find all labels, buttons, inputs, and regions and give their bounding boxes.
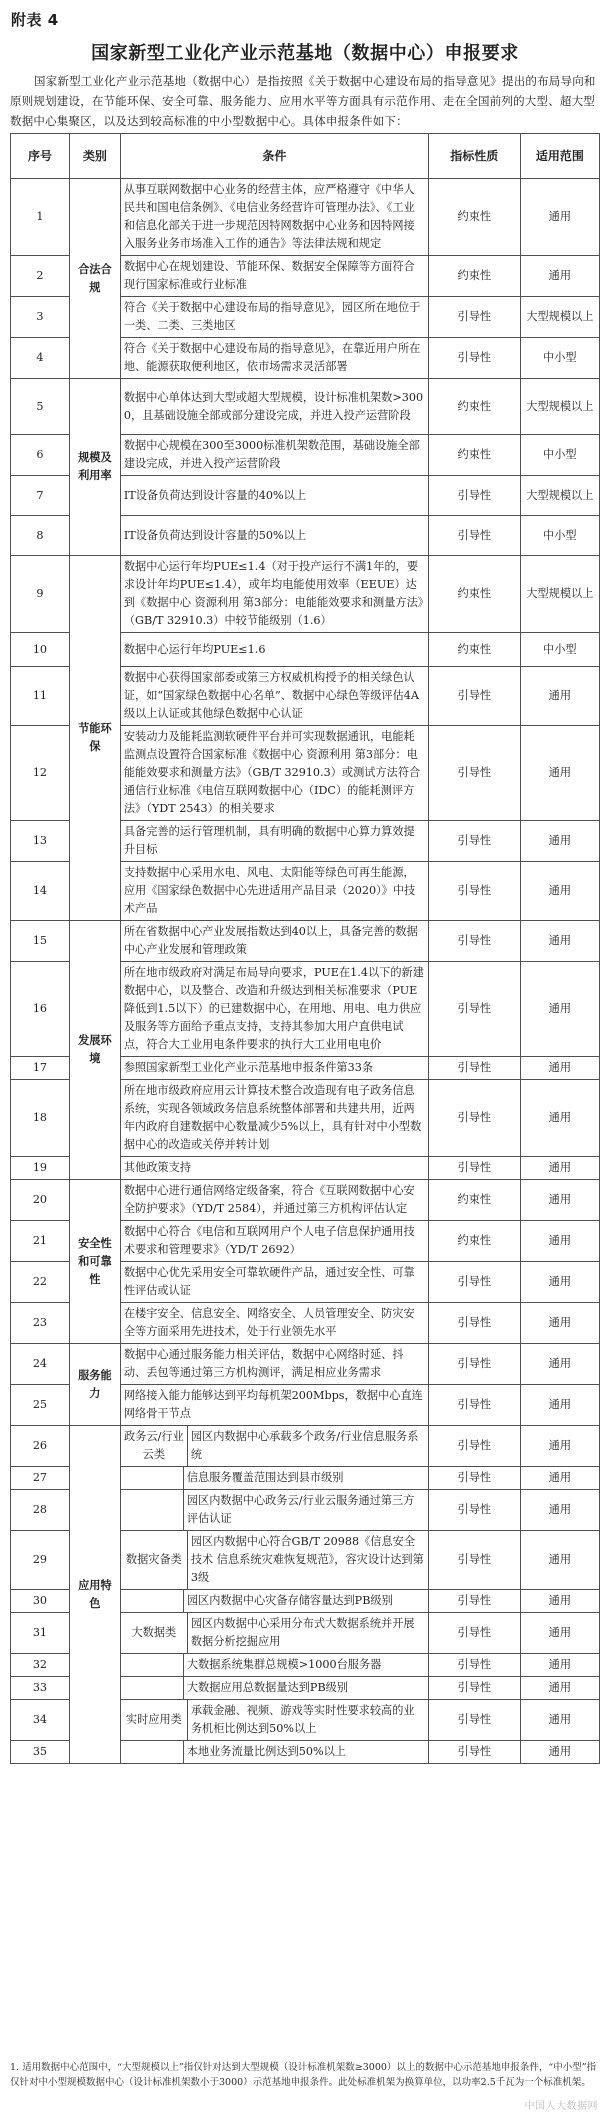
- condition-cell: 数据中心优先采用安全可靠软硬件产品，通过安全性、可靠性评估或认证: [120, 1262, 428, 1303]
- row-number: 25: [11, 1385, 70, 1426]
- nature-cell: 引导性: [428, 1467, 520, 1490]
- condition-cell: 网络接入能力能够达到平均每机架200Mbps，数据中心直连网络骨干节点: [120, 1385, 428, 1426]
- row-number: 5: [11, 379, 70, 435]
- row-number: 9: [11, 556, 70, 633]
- category-cell: 服务能力: [69, 1344, 120, 1426]
- scope-cell: 大型规模以上: [520, 556, 599, 633]
- scope-cell: 通用: [520, 1180, 599, 1221]
- row-number: 22: [11, 1262, 70, 1303]
- condition-cell: 从事互联网数据中心业务的经营主体，应严格遵守《中华人民共和国电信条例》、《电信业务经营许可管理办法》、《工业和信息化部关于进一步规范因特网数据中心业务和因特网接入服务业务市场准入工作的通告》等法律法规和规定: [120, 179, 428, 256]
- nature-cell: 引导性: [428, 1344, 520, 1385]
- nature-cell: 引导性: [428, 1700, 520, 1741]
- nature-cell: 引导性: [428, 1157, 520, 1180]
- scope-cell: 通用: [520, 1426, 599, 1467]
- row-number: 10: [11, 633, 70, 667]
- row-number: 28: [11, 1490, 70, 1531]
- nature-cell: 引导性: [428, 1080, 520, 1157]
- condition-text: 承载金融、视频、游戏等实时性要求较高的业务机柜比例达到50%以上: [190, 1704, 415, 1735]
- scope-cell: 通用: [520, 1157, 599, 1180]
- row-number: 11: [11, 667, 70, 726]
- category-cell: 合法合规: [69, 179, 120, 379]
- nature-cell: 约束性: [428, 556, 520, 633]
- condition-text: 信息服务覆盖范围达到县市级别: [186, 1471, 344, 1484]
- table-row: [11, 556, 600, 633]
- appendix-label: 附表 4: [11, 11, 59, 29]
- scope-cell: 通用: [520, 726, 599, 821]
- condition-cell: [120, 1613, 428, 1654]
- condition-text: 本地业务流量比例达到50%以上: [186, 1745, 346, 1758]
- condition-cell: [120, 1741, 428, 1764]
- condition-cell: 具备完善的运行管理机制，具有明确的数据中心算力算效提升目标: [120, 821, 428, 862]
- scope-cell: 中小型: [520, 633, 599, 667]
- row-number: 34: [11, 1700, 70, 1741]
- footnote: 1. 适用数据中心范围中，“大型规模以上”指仅针对达到大型规模（设计标准机架数≥3000）以上的数据中心示范基地申报条件，“中小型”指仅针对中小型规模数据中心（设计标准机架数小于3000）示范基地申报条件。此处标准机架为换算单位，以功率2.5千瓦为一个标准机架。: [10, 2062, 597, 2088]
- subcategory-spacer: [121, 1590, 184, 1612]
- condition-cell: 数据中心运行年均PUE≤1.4（对于投产运行不满1年的，要求设计年均PUE≤1.4），或年均电能使用效率（EEUE）达到《数据中心 资源利用 第3部分：电能能效要求和测量方法》（GB/T 32910.3）中较节能级别（1.6）: [120, 556, 428, 633]
- nature-cell: 引导性: [428, 516, 520, 556]
- condition-cell: [120, 1677, 428, 1700]
- condition-text: 大数据应用总数据量达到PB级别: [186, 1681, 349, 1694]
- row-number: 12: [11, 726, 70, 821]
- subcategory-cell: 大数据类: [121, 1613, 188, 1653]
- condition-cell: 所在地市级政府应用云计算技术整合改造现有电子政务信息系统，实现各领域政务信息系统整体部署和共建共用，近两年内政府自建数据中心数量减少5%以上，具有针对中小型数据中心的改造或关停并转计划: [120, 1080, 428, 1157]
- nature-cell: 引导性: [428, 821, 520, 862]
- watermark: 中国人大数据网: [524, 2101, 598, 2112]
- table-row: [11, 1426, 600, 1467]
- scope-cell: 通用: [520, 1344, 599, 1385]
- condition-cell: 参照国家新型工业化产业示范基地申报条件第33条: [120, 1057, 428, 1080]
- scope-cell: 大型规模以上: [520, 379, 599, 435]
- condition-cell: [120, 1700, 428, 1741]
- scope-cell: 通用: [520, 256, 599, 297]
- row-number: 27: [11, 1467, 70, 1490]
- scope-cell: 通用: [520, 1385, 599, 1426]
- table-header-row: [11, 134, 600, 179]
- row-number: 7: [11, 476, 70, 516]
- scope-cell: 通用: [520, 1221, 599, 1262]
- row-number: 1: [11, 179, 70, 256]
- condition-text: 园区内数据中心政务云/行业云服务通过第三方评估认证: [186, 1494, 415, 1525]
- scope-cell: 通用: [520, 1677, 599, 1700]
- row-number: 32: [11, 1654, 70, 1677]
- row-number: 15: [11, 921, 70, 962]
- page-title: 国家新型工业化产业示范基地（数据中心）申报要求: [91, 43, 519, 64]
- condition-cell: 数据中心在规划建设、节能环保、数据安全保障等方面符合现行国家标准或行业标准: [120, 256, 428, 297]
- table-row: [11, 921, 600, 962]
- condition-cell: 数据中心规模在300至3000标准机架数范围，基础设施全部建设完成，并进入投产运营阶段: [120, 435, 428, 476]
- condition-text: 园区内数据中心采用分布式大数据系统并开展数据分析挖掘应用: [190, 1617, 415, 1648]
- nature-cell: 约束性: [428, 379, 520, 435]
- nature-cell: 引导性: [428, 1426, 520, 1467]
- condition-cell: 数据中心单体达到大型或超大型规模，设计标准机架数>3000，且基础设施全部或部分建设完成，并进入投产运营阶段: [120, 379, 428, 435]
- condition-cell: [120, 1490, 428, 1531]
- scope-cell: 通用: [520, 1590, 599, 1613]
- condition-cell: 其他政策支持: [120, 1157, 428, 1180]
- row-number: 8: [11, 516, 70, 556]
- nature-cell: 引导性: [428, 1303, 520, 1344]
- scope-cell: 通用: [520, 179, 599, 256]
- row-number: 6: [11, 435, 70, 476]
- category-cell: 应用特色: [69, 1426, 120, 1764]
- condition-cell: [120, 1590, 428, 1613]
- scope-cell: 通用: [520, 921, 599, 962]
- nature-cell: 引导性: [428, 1262, 520, 1303]
- condition-cell: 所在省数据中心产业发展指数达到40以上，具备完善的数据中心产业发展和管理政策: [120, 921, 428, 962]
- subcategory-spacer: [121, 1654, 184, 1676]
- condition-cell: 安装动力及能耗监测软硬件平台并可实现数据通讯，电能耗监测点设置符合国家标准《数据中心 资源利用 第3部分：电能能效要求和测量方法》（GB/T 32910.3）或测试方法符合通信行业标准《电信互联网数据中心（IDC）的能耗测评方法》（YDT 2543）的相关要求: [120, 726, 428, 821]
- condition-cell: 所在地市级政府对满足布局导向要求，PUE在1.4以下的新建数据中心，以及整合、改造和升级达到相关标准要求（PUE降低到1.5以下）的已建数据中心，在用地、用电、电力供应及服务等方面给予重点支持，支持其参加大用户直供电试点，符合大工业用电条件要求的执行大工业用电电价: [120, 962, 428, 1057]
- scope-cell: 通用: [520, 1613, 599, 1654]
- table-row: [11, 179, 600, 256]
- nature-cell: 引导性: [428, 962, 520, 1057]
- row-number: 16: [11, 962, 70, 1057]
- condition-text: 园区内数据中心灾备存储容量达到PB级别: [186, 1594, 393, 1607]
- table-row: [11, 1344, 600, 1385]
- condition-cell: IT设备负荷达到设计容量的40%以上: [120, 476, 428, 516]
- row-number: 14: [11, 862, 70, 921]
- nature-cell: 引导性: [428, 1613, 520, 1654]
- row-number: 35: [11, 1741, 70, 1764]
- nature-cell: 引导性: [428, 667, 520, 726]
- scope-cell: 通用: [520, 962, 599, 1057]
- row-number: 33: [11, 1677, 70, 1700]
- requirements-table-wrapper: [10, 133, 600, 1764]
- condition-text: 大数据系统集群总规模>1000台服务器: [186, 1658, 382, 1671]
- scope-cell: 通用: [520, 1262, 599, 1303]
- row-number: 3: [11, 297, 70, 338]
- category-cell: 节能环保: [69, 556, 120, 921]
- condition-cell: 数据中心通过服务能力相关评估，数据中心网络时延、抖动、丢包等通过第三方机构测评，满足相应业务需求: [120, 1344, 428, 1385]
- nature-cell: 约束性: [428, 256, 520, 297]
- scope-cell: 通用: [520, 667, 599, 726]
- condition-cell: 符合《关于数据中心建设布局的指导意见》，在靠近用户所在地、能源获取便利地区，依市场需求灵活部署: [120, 338, 428, 379]
- row-number: 4: [11, 338, 70, 379]
- nature-cell: 引导性: [428, 1654, 520, 1677]
- header-nature: 指标性质: [428, 134, 520, 179]
- header-condition: 条件: [120, 134, 428, 179]
- subcategory-cell: 实时应用类: [121, 1700, 188, 1740]
- scope-cell: 通用: [520, 1467, 599, 1490]
- condition-cell: 数据中心获得国家部委或第三方权威机构授予的相关绿色认证，如“国家绿色数据中心名单”、数据中心绿色等级评估4A级以上认证或其他绿色数据中心认证: [120, 667, 428, 726]
- category-cell: 发展环境: [69, 921, 120, 1180]
- header-category: 类别: [69, 134, 120, 179]
- header-scope: 适用范围: [520, 134, 599, 179]
- scope-cell: 中小型: [520, 338, 599, 379]
- nature-cell: 约束性: [428, 435, 520, 476]
- scope-cell: 通用: [520, 862, 599, 921]
- row-number: 23: [11, 1303, 70, 1344]
- condition-cell: 数据中心运行年均PUE≤1.6: [120, 633, 428, 667]
- scope-cell: 通用: [520, 1741, 599, 1764]
- nature-cell: 约束性: [428, 1180, 520, 1221]
- condition-text: 园区内数据中心符合GB/T 20988《信息安全技术 信息系统灾难恢复规范》，容灾设计达到第3级: [190, 1535, 424, 1584]
- scope-cell: 通用: [520, 1531, 599, 1590]
- row-number: 17: [11, 1057, 70, 1080]
- row-number: 20: [11, 1180, 70, 1221]
- nature-cell: 引导性: [428, 476, 520, 516]
- row-number: 29: [11, 1531, 70, 1590]
- nature-cell: 约束性: [428, 179, 520, 256]
- nature-cell: 引导性: [428, 921, 520, 962]
- scope-cell: 大型规模以上: [520, 476, 599, 516]
- row-number: 18: [11, 1080, 70, 1157]
- category-cell: 规模及利用率: [69, 379, 120, 556]
- table-row: [11, 1180, 600, 1221]
- subcategory-spacer: [121, 1467, 184, 1489]
- condition-text: 园区内数据中心承载多个政务/行业信息服务系统: [190, 1430, 419, 1461]
- condition-cell: 符合《关于数据中心建设布局的指导意见》，园区所在地位于一类、二类、三类地区: [120, 297, 428, 338]
- row-number: 13: [11, 821, 70, 862]
- scope-cell: 中小型: [520, 516, 599, 556]
- nature-cell: 引导性: [428, 862, 520, 921]
- scope-cell: 通用: [520, 1490, 599, 1531]
- condition-cell: 数据中心进行通信网络定级备案，符合《互联网数据中心安全防护要求》（YD/T 2584），并通过第三方机构评估认定: [120, 1180, 428, 1221]
- scope-cell: 大型规模以上: [520, 297, 599, 338]
- condition-cell: 在楼宇安全、信息安全、网络安全、人员管理安全、防灾安全等方面采用先进技术，处于行业领先水平: [120, 1303, 428, 1344]
- nature-cell: 引导性: [428, 1490, 520, 1531]
- scope-cell: 通用: [520, 1080, 599, 1157]
- nature-cell: 引导性: [428, 1531, 520, 1590]
- intro-paragraph: 国家新型工业化产业示范基地（数据中心）是指按照《关于数据中心建设布局的指导意见》提出的布局导向和原则规划建设，在节能环保、安全可靠、服务能力、应用水平等方面具有示范作用、走在全国前列的大型、超大型数据中心集聚区，以及达到较高标准的中小型数据中心。具体申报条件如下：: [10, 74, 596, 128]
- row-number: 24: [11, 1344, 70, 1385]
- nature-cell: 约束性: [428, 1221, 520, 1262]
- table-row: [11, 379, 600, 435]
- nature-cell: 约束性: [428, 633, 520, 667]
- row-number: 19: [11, 1157, 70, 1180]
- scope-cell: 通用: [520, 821, 599, 862]
- row-number: 31: [11, 1613, 70, 1654]
- category-cell: 安全性和可靠性: [69, 1180, 120, 1344]
- nature-cell: 引导性: [428, 338, 520, 379]
- subcategory-spacer: [121, 1677, 184, 1699]
- nature-cell: 引导性: [428, 726, 520, 821]
- row-number: 30: [11, 1590, 70, 1613]
- condition-cell: [120, 1426, 428, 1467]
- nature-cell: 引导性: [428, 297, 520, 338]
- header-index: 序号: [11, 134, 70, 179]
- condition-cell: IT设备负荷达到设计容量的50%以上: [120, 516, 428, 556]
- row-number: 26: [11, 1426, 70, 1467]
- scope-cell: 通用: [520, 1700, 599, 1741]
- scope-cell: 中小型: [520, 435, 599, 476]
- condition-cell: [120, 1467, 428, 1490]
- subcategory-spacer: [121, 1490, 184, 1530]
- scope-cell: 通用: [520, 1303, 599, 1344]
- nature-cell: 引导性: [428, 1590, 520, 1613]
- nature-cell: 引导性: [428, 1677, 520, 1700]
- condition-cell: 数据中心符合《电信和互联网用户个人电子信息保护通用技术要求和管理要求》（YD/T 2692）: [120, 1221, 428, 1262]
- row-number: 21: [11, 1221, 70, 1262]
- condition-cell: [120, 1654, 428, 1677]
- nature-cell: 引导性: [428, 1057, 520, 1080]
- requirements-table: [10, 133, 600, 1764]
- nature-cell: 引导性: [428, 1385, 520, 1426]
- subcategory-spacer: [121, 1741, 184, 1763]
- condition-cell: 支持数据中心采用水电、风电、太阳能等绿色可再生能源，应用《国家绿色数据中心先进适用产品目录（2020）》中技术产品: [120, 862, 428, 921]
- scope-cell: 通用: [520, 1057, 599, 1080]
- nature-cell: 引导性: [428, 1741, 520, 1764]
- subcategory-cell: 数据灾备类: [121, 1531, 188, 1589]
- condition-cell: [120, 1531, 428, 1590]
- scope-cell: 通用: [520, 1654, 599, 1677]
- subcategory-cell: 政务云/行业云类: [121, 1426, 188, 1466]
- row-number: 2: [11, 256, 70, 297]
